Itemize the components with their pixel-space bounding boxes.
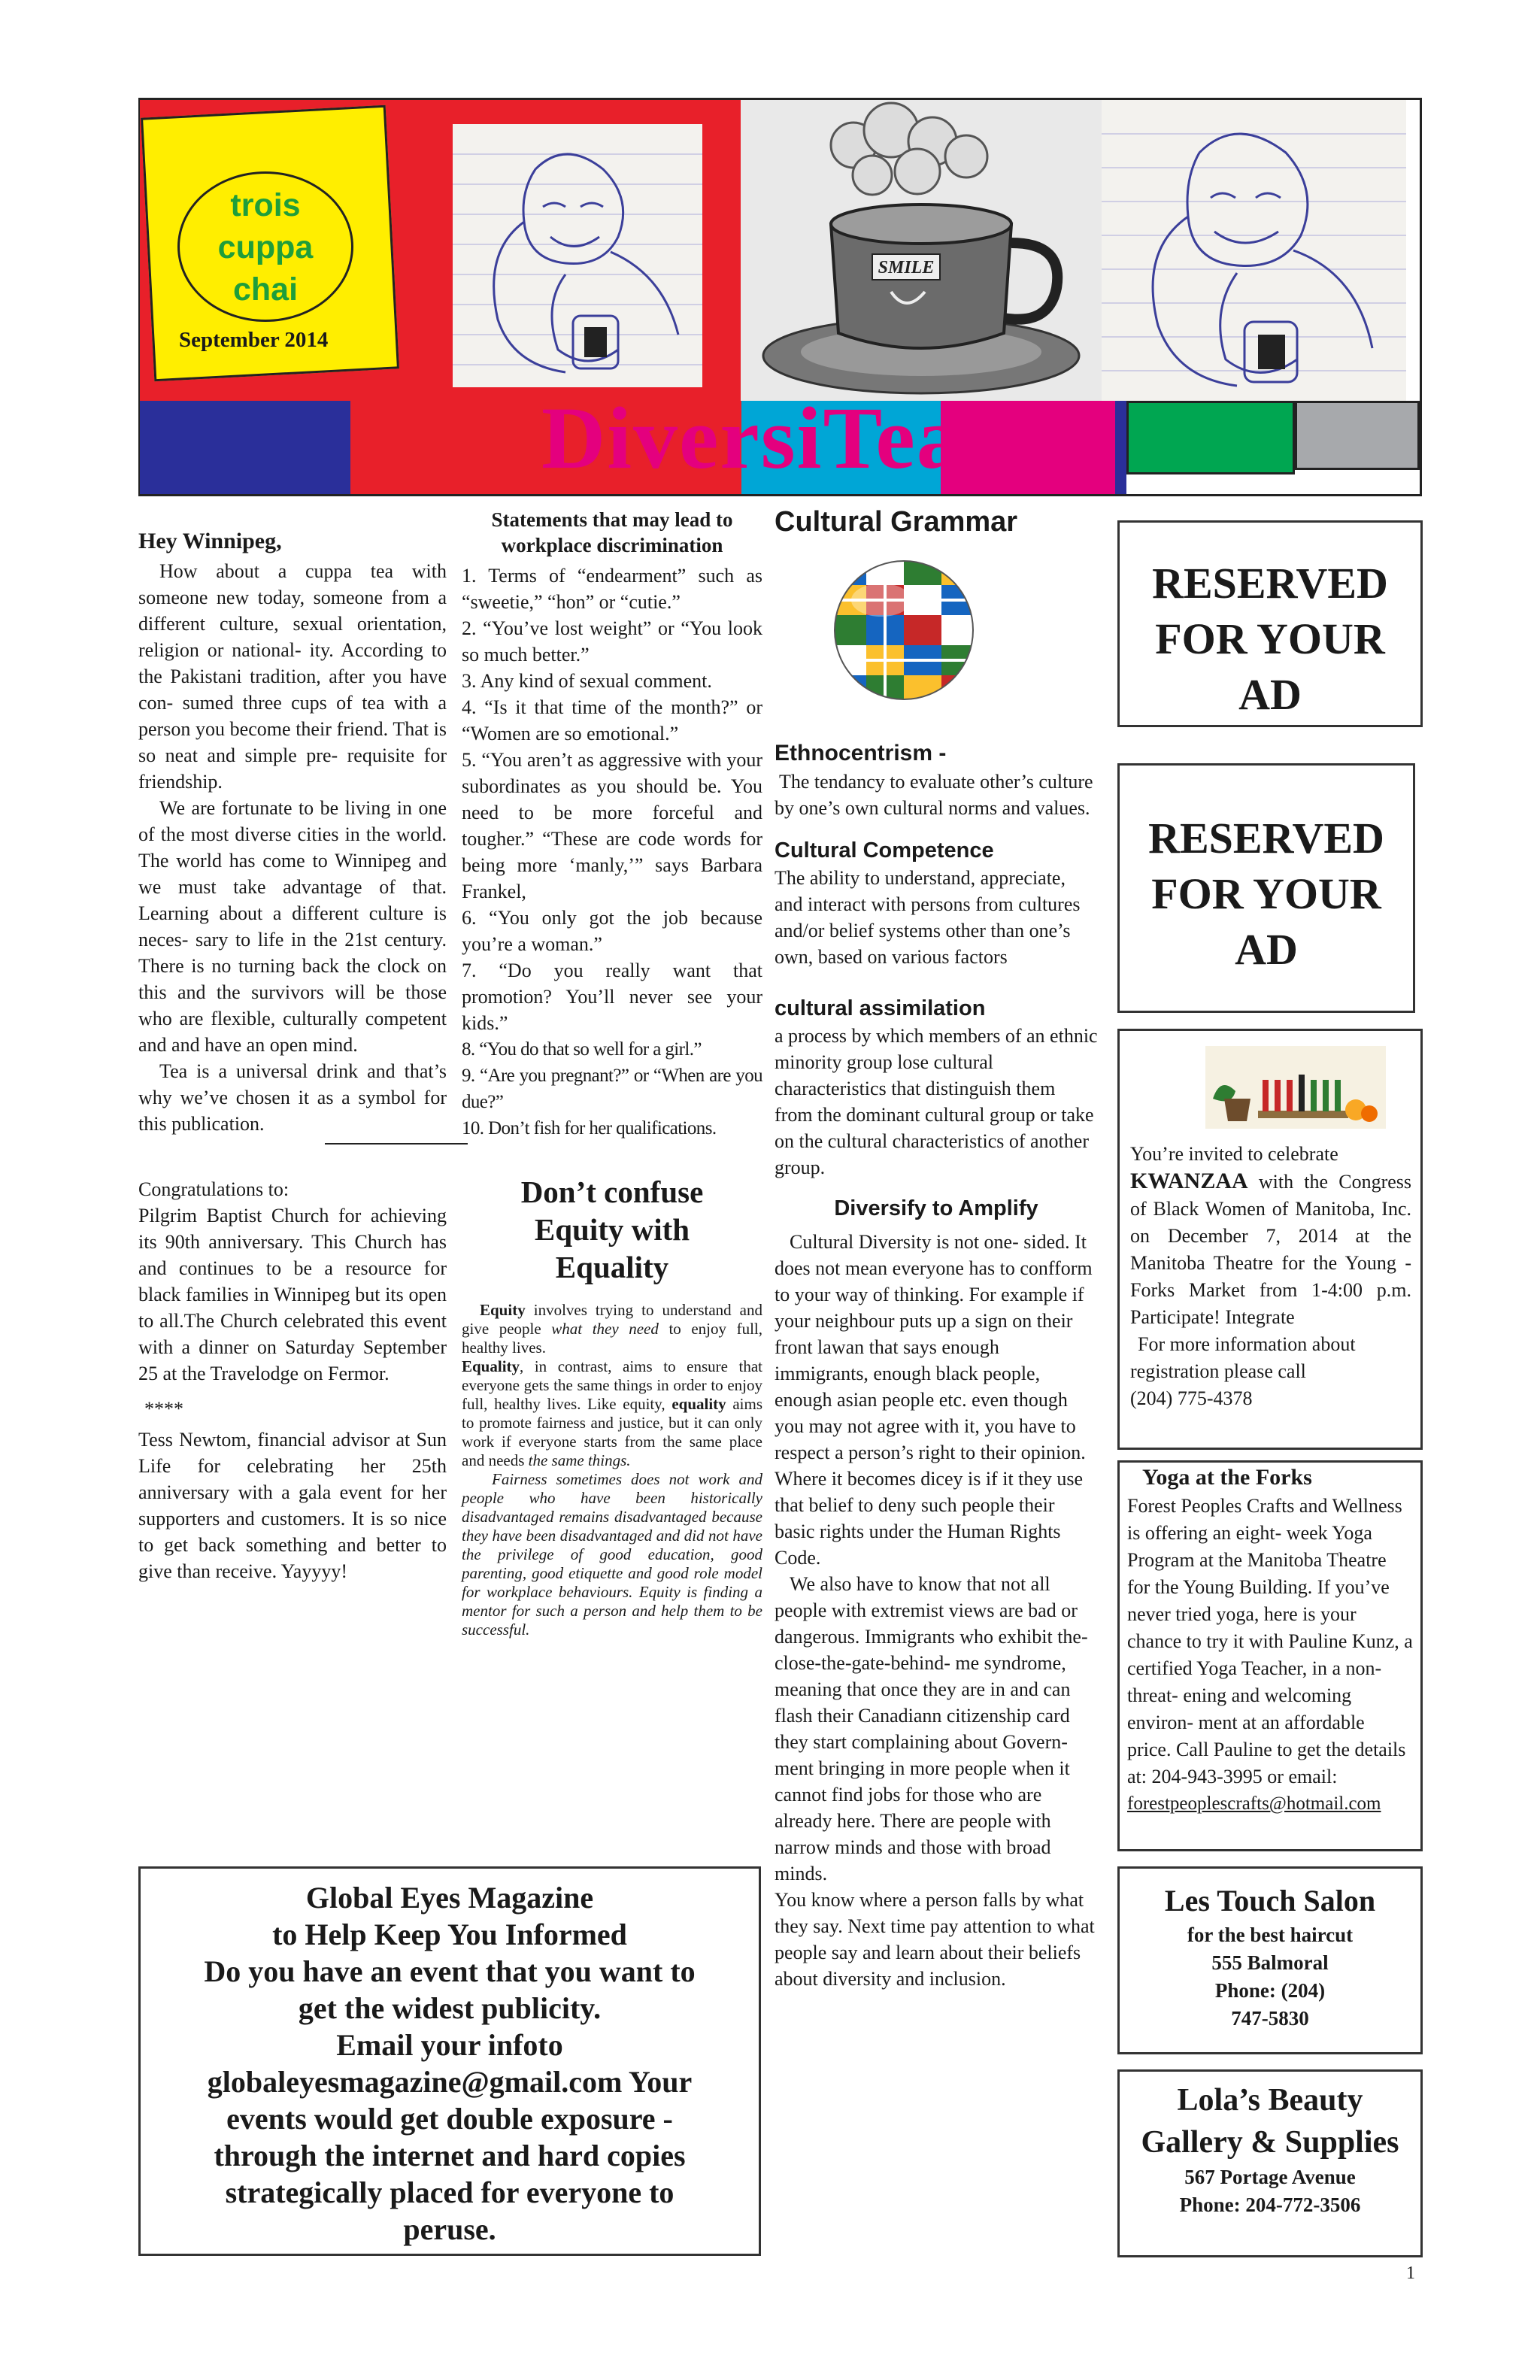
sketch-woman-left — [453, 124, 702, 387]
salon-box — [1117, 1866, 1423, 2054]
reserved-ad-2-line-1: RESERVED — [1148, 814, 1384, 863]
competence-heading: Cultural Competence — [775, 838, 994, 863]
stars-separator: **** — [144, 1398, 183, 1420]
equity-def-b: what they need — [551, 1320, 659, 1338]
kwanzaa-box — [1117, 1029, 1423, 1450]
yoga-text: Forest Peoples Crafts and Wellness is offering an eight- week Yoga Program at the Manitoba Theatre for the Young Building. If you’ve never tried yoga, here is your chance to try it with Pauline Kunz, a certified Yoga Teacher, in a non-threat- ening and welcoming environ- ment at an affordable price. Call Pauline to get the details at: 204-943-3995 or email: — [1127, 1495, 1413, 1787]
lola-title-1: Lola’s Beauty — [1177, 2083, 1363, 2118]
tea-cup-icon — [741, 100, 1102, 401]
reserved-ad-1-line-3: AD — [1238, 670, 1302, 719]
global-eyes-line: Global Eyes Magazine — [305, 1881, 594, 1915]
assimilation-text: a process by which members of an ethnic minority group lose cultural characteristics that distinguish them from the dominant cultural group or take on the cultural characteristics of another group. — [775, 1025, 1098, 1178]
column-2 — [462, 507, 762, 1639]
statement-item: 6. “You only got the job because you’re a woman.” — [462, 907, 762, 955]
cup-smile-label: SMILE — [878, 258, 935, 277]
amplify-paragraph-1: Cultural Diversity is not one- sided. It does not mean everyone has to confform to your way of thinking. For example if your neighbour puts up a sign on their front lawan that says enough immigrants, enough black people, enough asian people etc. even though you may not agree with it, you have to respect a person’s right to their opinion. Where it becomes dicey is if it they use that belief to deny such people their basic rights under the Human Rights Code. — [775, 1231, 1093, 1569]
woman-sketch-icon — [453, 124, 702, 387]
equality-def-c: the same things. — [528, 1451, 631, 1469]
global-eyes-line: Do you have an event that you want to — [204, 1954, 696, 1988]
salon-phone-1: Phone: (204) — [1214, 1979, 1326, 2002]
reserved-ad-1-line-1: RESERVED — [1152, 559, 1388, 608]
diversity-paragraph: We are fortunate to be living in one of the most diverse cities in the world. The world has come to Winnipeg and we must take advantage of that. Learning about a different culture is neces- sary to life in the 21st century. There is no turning back the clock on this and the survivors will be those who are flexible, culturally competent and and have an open mind. — [138, 797, 447, 1056]
kwanzaa-image — [1205, 1046, 1386, 1129]
yoga-heading: Yoga at the Forks — [1142, 1465, 1312, 1490]
equity-heading: Don’t confuse Equity with Equality — [520, 1175, 704, 1284]
equality-def-b: aims to promote fairness and justice, but it can only work if everyone starts from the same place and needs — [462, 1395, 762, 1469]
masthead-magenta-bar — [941, 401, 1115, 495]
competence-text: The ability to understand, appreciate, and interact with persons from cultures and/or belief systems other than one’s own, based on various factors — [775, 867, 1081, 968]
section-divider — [325, 1143, 468, 1145]
column-3 — [775, 504, 1098, 1992]
masthead-right-rule — [1420, 98, 1422, 496]
kinara-candles-icon — [1205, 1046, 1386, 1129]
amplify-paragraph-3: You know where a person falls by what they say. Next time pay attention to what people say and learn about their beliefs about diversity and inclusion. — [775, 1889, 1095, 1990]
masthead-title: DiversiTea — [541, 389, 962, 487]
ethnocentrism-heading: Ethnocentrism - — [775, 741, 947, 766]
ethnocentrism-text: The tendancy to evaluate other’s culture by one’s own cultural norms and values. — [775, 771, 1093, 819]
salon-address: 555 Balmoral — [1211, 1951, 1329, 1974]
woman-sketch-icon-2 — [1102, 100, 1406, 401]
statement-item: 10. Don’t fish for her qualifications. — [462, 1118, 717, 1138]
kwanzaa-word: KWANZAA — [1130, 1169, 1248, 1193]
yoga-box — [1117, 1460, 1423, 1851]
congrats-label: Congratulations to: — [138, 1178, 290, 1200]
lola-box — [1117, 2069, 1423, 2257]
equity-def-a: involves trying to understand and give people — [462, 1301, 762, 1338]
issue-date: September 2014 — [179, 328, 329, 352]
sketch-woman-right — [1102, 100, 1406, 401]
global-eyes-line[interactable]: globaleyesmagazine@gmail.com Your — [207, 2065, 693, 2099]
cultural-grammar-heading: Cultural Grammar — [775, 506, 1018, 538]
kwanzaa-phone: (204) 775-4378 — [1130, 1387, 1253, 1409]
masthead-bottom-rule — [138, 494, 1421, 496]
reserved-ad-2-line-2: FOR YOUR — [1151, 869, 1381, 918]
tea-symbol-paragraph: Tea is a universal drink and that’s why we’ve chosen it as a symbol for this publication. — [138, 1060, 447, 1135]
equity-def-c: to enjoy full, healthy lives. — [462, 1320, 763, 1357]
statements-list — [462, 562, 762, 1141]
kwanzaa-more-info: For more information about registration please call — [1130, 1333, 1356, 1382]
reserved-ad-2-line-3: AD — [1235, 925, 1298, 974]
lola-title-2: Gallery & Supplies — [1141, 2125, 1399, 2160]
statement-item: 9. “Are you pregnant?” or “When are you due?” — [462, 1066, 762, 1112]
global-eyes-line: get the widest publicity. — [298, 1991, 602, 2025]
global-eyes-line: Email your infoto — [336, 2028, 563, 2062]
tess-congrats: Tess Newtom, financial advisor at Sun Life for celebrating her 25th anniversary with a gala event for her supporters and customers. It is so nice to get back something and better to give than receive. Yayyyy! — [138, 1429, 447, 1582]
equality-word: Equality — [462, 1357, 520, 1375]
statement-item: 8. “You do that so well for a girl.” — [462, 1039, 702, 1060]
equality-def-a: , in contrast, aims to ensure that everyone gets the same things in order to enjoy full, healthy lives. Like equity, — [462, 1357, 762, 1413]
column-1 — [138, 526, 447, 1584]
global-eyes-line: events would get double exposure - — [226, 2102, 673, 2136]
reserved-ad-1-line-2: FOR YOUR — [1155, 614, 1385, 663]
salon-phone-2: 747-5830 — [1231, 2007, 1309, 2030]
kwanzaa-text: with the Congress of Black Women of Manitoba, Inc. on December 7, 2014 at the Manitoba Theatre for the Young - Forks Market from 1-4:00 p.m. Participate! Integrate — [1130, 1171, 1411, 1328]
kwanzaa-intro: You’re invited to celebrate — [1130, 1143, 1338, 1165]
global-eyes-line: strategically placed for everyone to — [225, 2175, 675, 2209]
statements-heading: Statements that may lead to workplace discrimination — [491, 508, 733, 556]
statement-item: 4. “Is it that time of the month?” or “Women are so emotional.” — [462, 696, 762, 744]
global-eyes-box — [138, 1866, 761, 2256]
masthead-gray-bar — [1295, 401, 1420, 470]
equity-word: Equity — [480, 1301, 526, 1319]
statement-item: 3. Any kind of sexual comment. — [462, 670, 712, 692]
logo-line-chai: chai — [232, 271, 299, 308]
lola-address: 567 Portage Avenue — [1184, 2166, 1356, 2188]
masthead-blue-bar — [140, 401, 350, 495]
reserved-ad-2[interactable] — [1117, 763, 1415, 1013]
amplify-heading: Diversify to Amplify — [834, 1196, 1038, 1220]
greeting-heading: Hey Winnipeg, — [138, 529, 282, 553]
globe-flags-image — [829, 555, 979, 705]
global-eyes-line: to Help Keep You Informed — [272, 1918, 627, 1951]
statement-item: 1. Terms of “endearment” such as “sweetie,” “hon” or “cutie.” — [462, 565, 762, 613]
assimilation-heading: cultural assimilation — [775, 996, 986, 1020]
lola-phone: Phone: 204-772-3506 — [1179, 2194, 1361, 2216]
logo-ellipse — [177, 171, 353, 322]
yoga-email-link[interactable]: forestpeoplescrafts@hotmail.com — [1127, 1793, 1381, 1814]
logo-line-cuppa: cuppa — [217, 229, 314, 265]
globe-icon — [829, 555, 979, 705]
fairness-paragraph: Fairness sometimes does not work and people who have been historically disadvantaged remains disadvantaged because they have been disadvantaged and did not have the privilege of good education, good parenting, good etiquette and good role model for workplace behaviours. Equity is finding a mentor for such a person and help them to be successful. — [462, 1470, 762, 1639]
masthead-blue-strip — [1115, 401, 1126, 495]
amplify-paragraph-2: We also have to know that not all people with extremist views are bad or dangerous. Immigrants who exhibit the-close-the-gate-behind- me syndrome, meaning that once they are in and can flash their Canadiann citizenship card they start complaining about Govern- ment bringing in more people when it cannot find jobs for those who are already here. There are people with narrow minds and those with broad minds. — [775, 1573, 1088, 1884]
statement-item: 5. “You aren’t as aggressive with your subordinates as you should be. You need to be more forceful and tougher.” “These are code words for being more ‘manly,’” says Barbara Frankel, — [462, 749, 762, 902]
salon-tagline: for the best haircut — [1187, 1924, 1354, 1946]
smile-cup-image — [741, 100, 1102, 401]
global-eyes-lines — [141, 1879, 759, 2248]
reserved-ad-1[interactable] — [1117, 520, 1423, 727]
intro-paragraph: How about a cuppa tea with someone new today, someone from a different culture, sexual orientation, religion or national- ity. According to the Pakistani tradition, after you have con- sumed three cups of tea with a person you become their friend. That is so neat and simple pre- requisite for friendship. — [138, 560, 447, 793]
logo-line-trois: trois — [230, 187, 301, 223]
statement-item: 7. “Do you really want that promotion? You’ll never see your kids.” — [462, 960, 762, 1034]
global-eyes-line: peruse. — [403, 2212, 496, 2246]
equality-word-2: equality — [671, 1395, 726, 1413]
global-eyes-line: through the internet and hard copies — [214, 2139, 686, 2172]
church-congrats: Pilgrim Baptist Church for achieving its 90th anniversary. This Church has and continues to be a resource for black families in Winnipeg but its open to all.The Church celebrated this event with a dinner on Saturday September 25 at the Travelodge on Fermor. — [138, 1205, 447, 1384]
salon-title: Les Touch Salon — [1164, 1884, 1376, 1918]
equity-text — [462, 1301, 762, 1639]
page-number: 1 — [1406, 2263, 1415, 2283]
statement-item: 2. “You’ve lost weight” or “You look so much better.” — [462, 617, 762, 665]
masthead-green-bar — [1126, 401, 1295, 474]
